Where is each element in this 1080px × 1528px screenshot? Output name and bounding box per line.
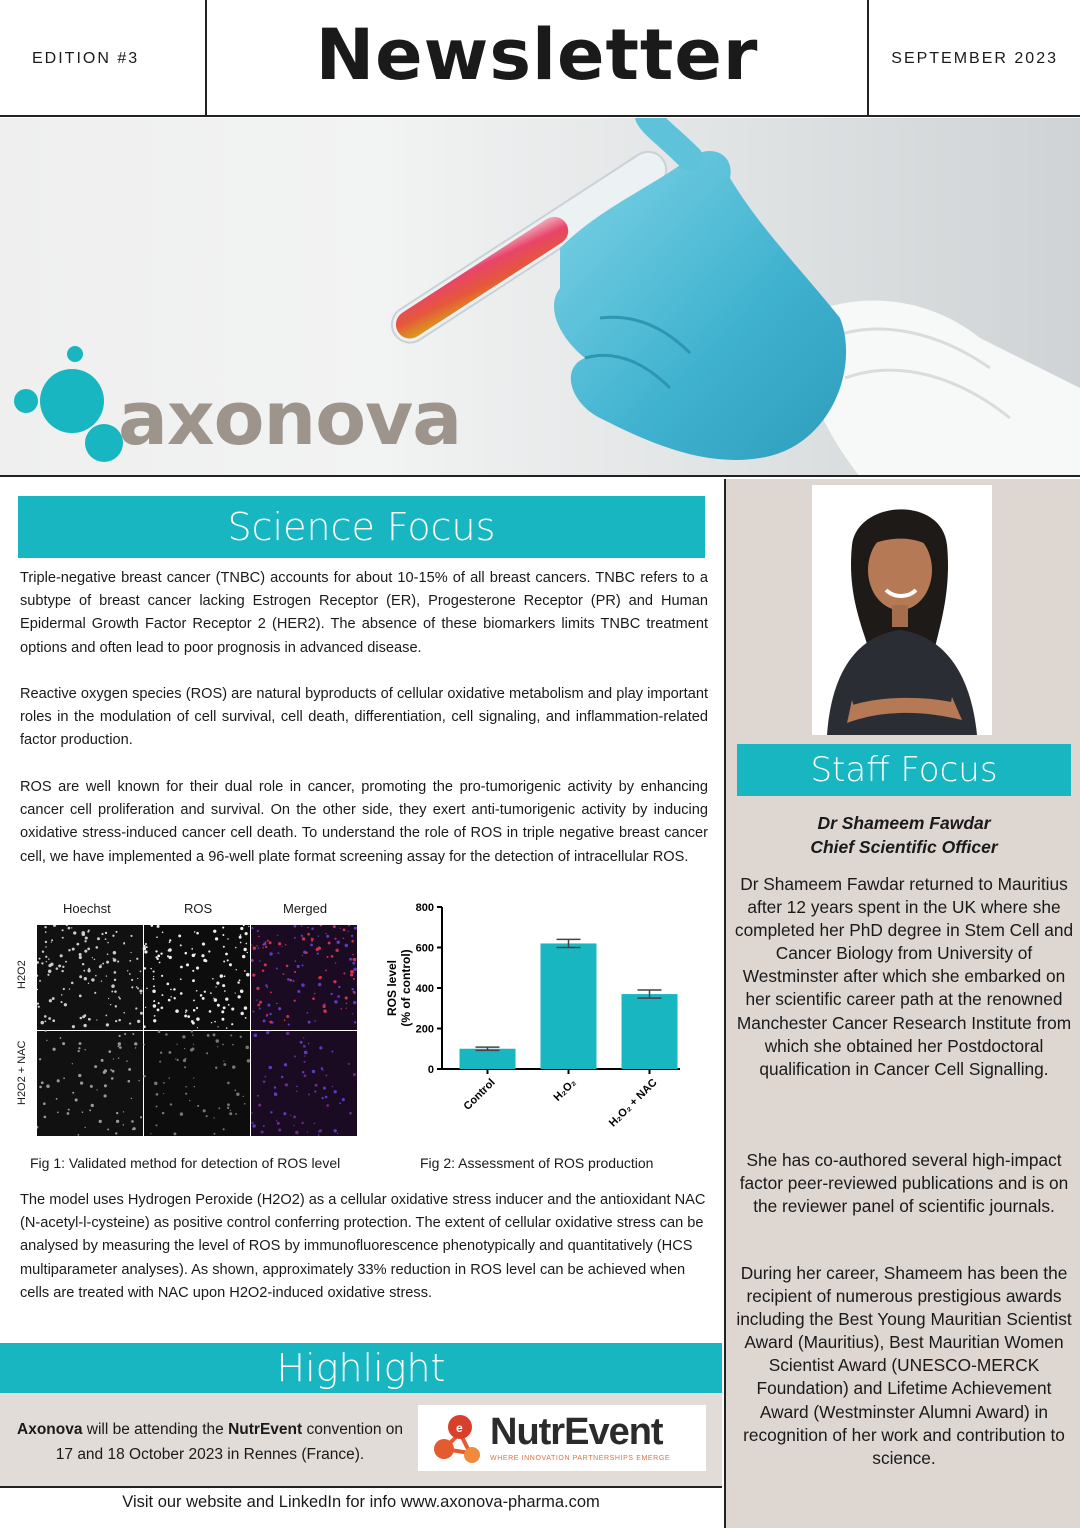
- science-paragraph: Reactive oxygen species (ROS) are natural byproducts of cellular oxidative metabolism and play important roles in the modulation of cell survival, cell death, differentiation, cell signaling, and inflammation-related factor production.: [20, 686, 708, 749]
- bar: [622, 994, 678, 1069]
- staff-bio-paragraph: Dr Shameem Fawdar returned to Mauritius after 12 years spent in the UK where she completed her PhD degree in Stem Cell and Cancer Biology from University of Westminster after which she embarked on her scientific career path at the renowned Manchester Cancer Research Institute from which she obtained her Postdoctoral qualification in Cancer Cell Signalling.: [734, 874, 1074, 1079]
- axonova-logo: axonova: [118, 376, 462, 462]
- staff-role: Chief Scientific Officer: [810, 837, 998, 857]
- science-column: [0, 479, 722, 1528]
- fig1-col-label: Merged: [283, 901, 328, 916]
- svg-text:e: e: [456, 1421, 463, 1435]
- footer-text: Visit our website and LinkedIn for info www.axonova-pharma.com: [122, 1493, 600, 1511]
- bar: [541, 943, 597, 1069]
- newsletter-header: [0, 0, 1080, 117]
- fig1-microscopy-image: [37, 925, 358, 1137]
- bar: [460, 1049, 516, 1069]
- science-paragraph: ROS are well known for their dual role in cancer, promoting the pro-tumorigenic activity by enhancing cancer cell proliferation and survival. On the other side, they exert anti-tumorigenic activity by inducing oxidative stress-induced cancer cell death. To understand the role of ROS in triple negative breast cancer cell, we have implemented a 96-well plate format screening assay for the detection of intracellular ROS.: [20, 779, 708, 865]
- hero-banner: [0, 118, 1080, 477]
- y-tick-label: 600: [415, 942, 434, 955]
- logo-dot-icon: [67, 346, 83, 362]
- header-divider: [867, 0, 869, 117]
- highlight-panel: [0, 1393, 722, 1486]
- y-tick-label: 800: [415, 902, 434, 914]
- y-axis-label: ROS level: [385, 959, 399, 1017]
- issue-date: SEPTEMBER 2023: [891, 50, 1058, 67]
- fig1-col-label: ROS: [184, 901, 213, 916]
- nutrevent-molecule-icon: [426, 1411, 486, 1467]
- nutrevent-name: NutrEvent: [490, 1411, 663, 1453]
- nutrevent-tagline: WHERE INNOVATION PARTNERSHIPS EMERGE: [490, 1455, 671, 1462]
- staff-name-block: [726, 811, 1080, 859]
- staff-name: Dr Shameem Fawdar: [817, 813, 991, 833]
- nutrevent-logo: [418, 1405, 706, 1471]
- edition-label: EDITION #3: [32, 50, 140, 67]
- highlight-heading: Highlight: [0, 1343, 722, 1393]
- staff-focus-heading: Staff Focus: [737, 744, 1071, 796]
- science-paragraph: The model uses Hydrogen Peroxide (H2O2) as a cellular oxidative stress inducer and the antioxidant NAC (N-acetyl-l-cysteine) as positive control conferring protection. The extent of cellular oxidative stress can be analysed by measuring the level of ROS by immunofluorescence phenotypically and quantitatively (HCS multiparameter analyses). As shown, approximately 33% reduction in ROS level can be achieved when cells are treated with NAC upon H2O2-induced oxidative stress.: [20, 1192, 706, 1301]
- staff-portrait-image: [812, 485, 992, 735]
- staff-bio-paragraph: During her career, Shameem has been the recipient of numerous prestigious awards including the Best Young Mauritian Scientist Award (Mauritius), Best Mauritian Women Scientist Award (UNESCO-MERCK Foundation) and Lifetime Achievement Award (Westminster Alumni Award) in recognition of her work and contribution to science.: [736, 1263, 1072, 1468]
- fig1-caption: Fig 1: Validated method for detection of ROS level: [30, 1155, 341, 1171]
- y-tick-label: 200: [415, 1023, 434, 1036]
- x-tick-label: H₂O₂: [551, 1076, 579, 1104]
- figures: [0, 897, 722, 1177]
- x-tick-label: Control: [461, 1076, 498, 1113]
- footer-divider: [0, 1486, 722, 1488]
- staff-column: [724, 479, 1080, 1528]
- y-axis-label: (% of control): [399, 949, 413, 1027]
- fig2-caption: Fig 2: Assessment of ROS production: [420, 1155, 654, 1171]
- newsletter-title: Newsletter: [315, 14, 759, 96]
- fig1-col-label: Hoechst: [63, 901, 111, 916]
- highlight-text: Axonova will be attending the NutrEvent convention on 17 and 18 October 2023 in Rennes (France).: [17, 1421, 403, 1463]
- y-tick-label: 0: [427, 1064, 434, 1076]
- fig1-row-label: H2O2 + NAC: [16, 1040, 28, 1105]
- y-tick-label: 400: [415, 983, 434, 995]
- staff-bio-paragraph: She has co-authored several high-impact factor peer-reviewed publications and is on the reviewer panel of scientific journals.: [739, 1150, 1069, 1217]
- science-focus-heading: Science Focus: [18, 496, 705, 558]
- x-tick-label: H₂O₂ + NAC: [606, 1076, 660, 1130]
- fig2-bar-chart: [380, 897, 680, 1152]
- staff-photo: [812, 485, 992, 735]
- fig1-row-label: H2O2: [16, 960, 28, 989]
- science-paragraph: Triple-negative breast cancer (TNBC) accounts for about 10-15% of all breast cancers. TNBC refers to a subtype of breast cancer lacking Estrogen Receptor (ER), Progesterone Receptor (PR) and Human Epidermal Growth Factor Receptor 2 (HER2). The absence of these biomarkers limits TNBC treatment options and often lead to poor prognosis in advanced disease.: [20, 570, 708, 656]
